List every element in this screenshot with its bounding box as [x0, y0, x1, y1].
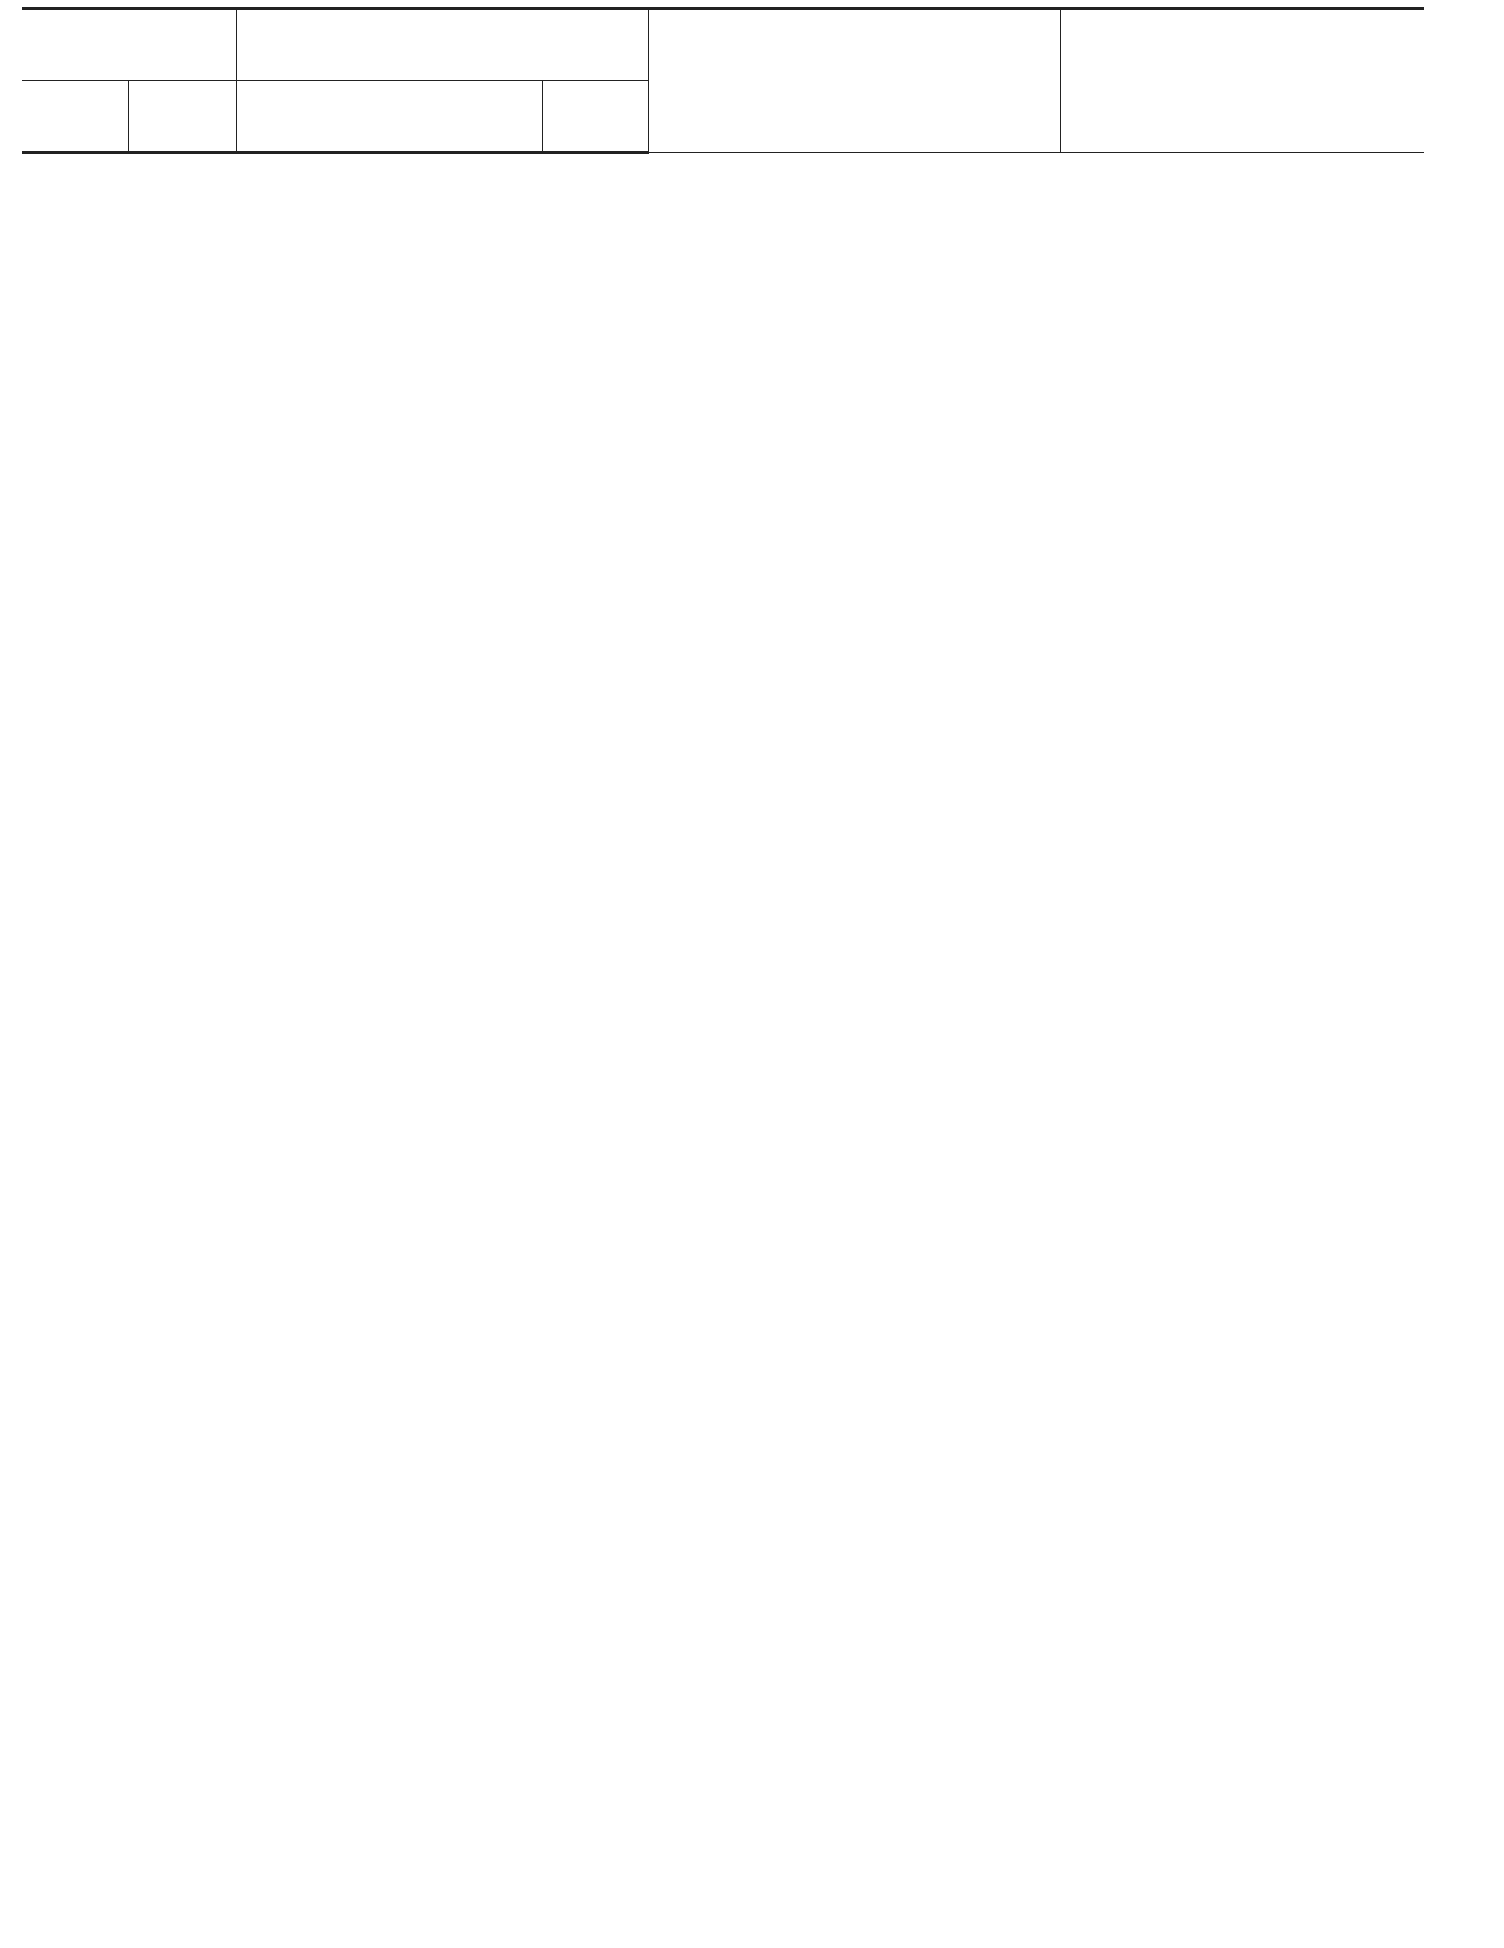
header-signal-name — [236, 81, 542, 153]
header-reference-value — [1060, 9, 1424, 153]
header-condition — [648, 9, 1060, 153]
terminal-table — [22, 7, 1424, 154]
header-terminal — [22, 9, 236, 81]
header-plus — [22, 81, 128, 153]
header-minus — [128, 81, 236, 153]
header-description — [236, 9, 648, 81]
header-input-output — [542, 81, 648, 153]
